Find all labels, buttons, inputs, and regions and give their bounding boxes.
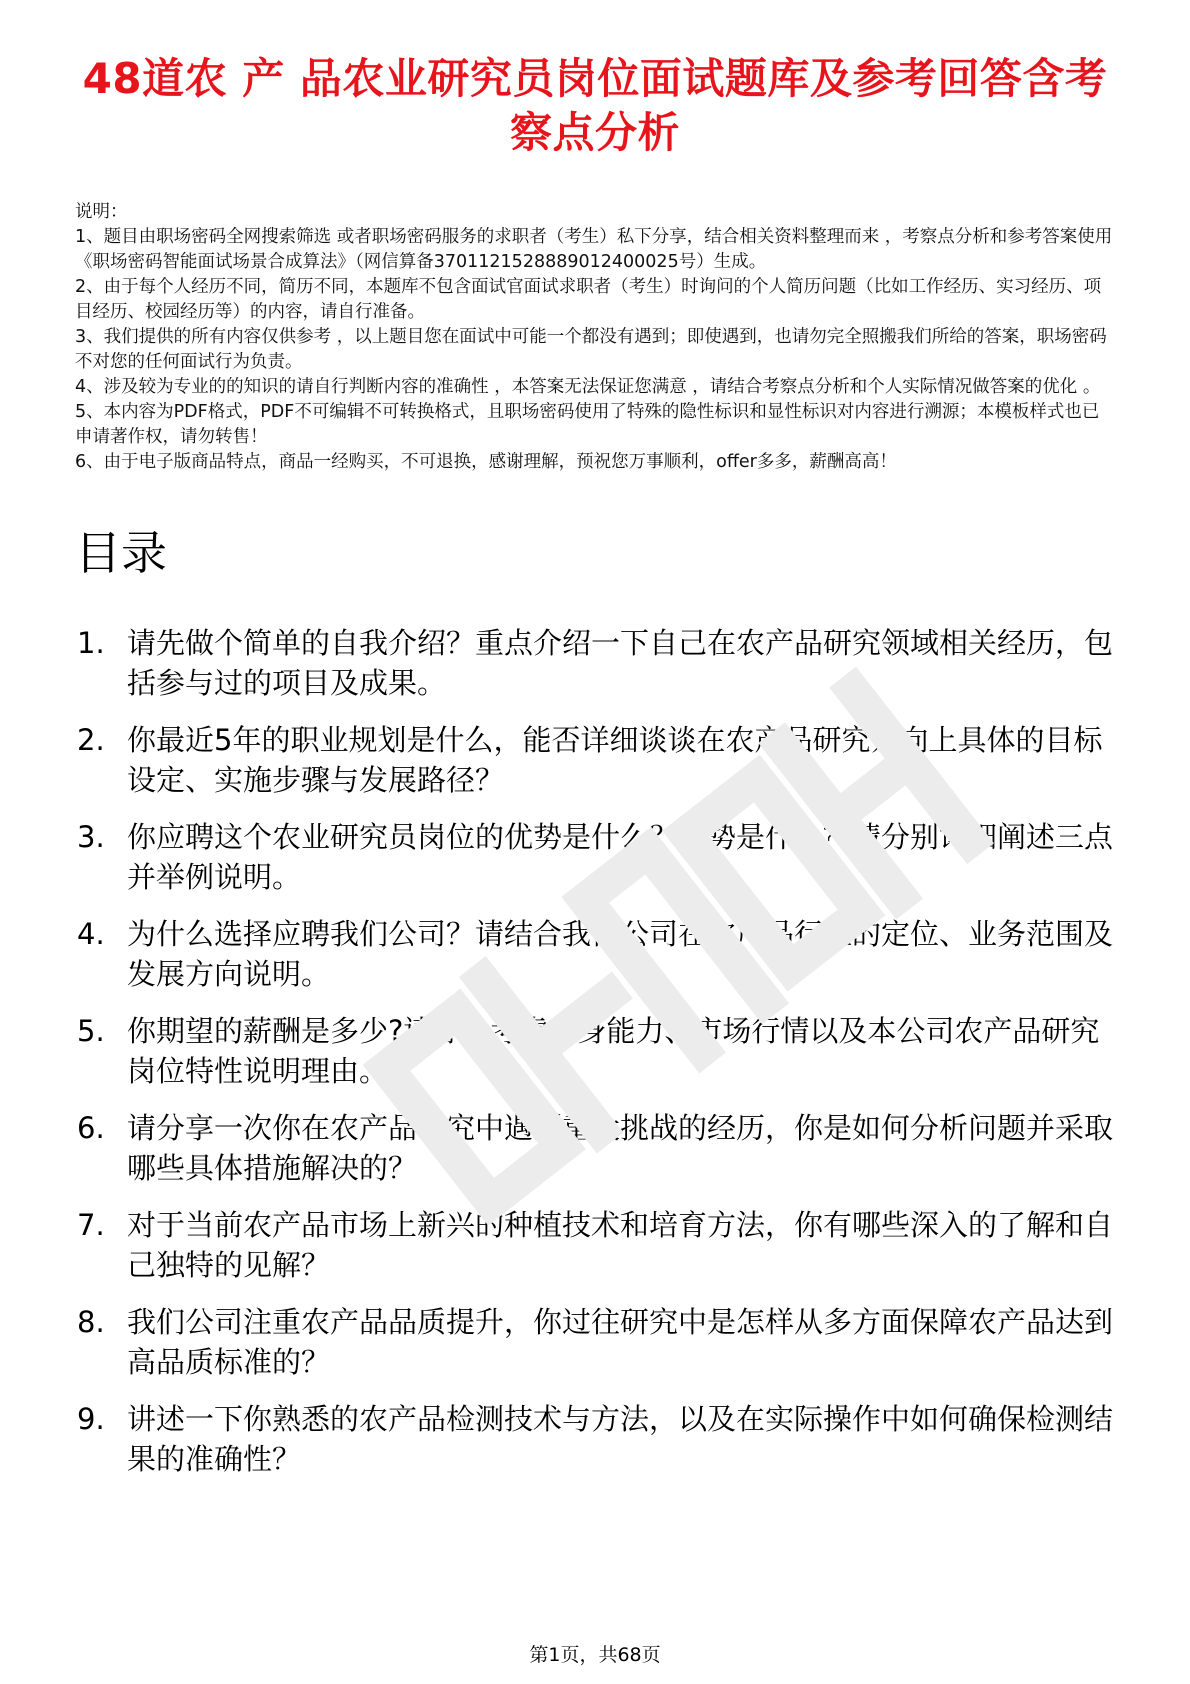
note-item: 2、由于每个人经历不同，简历不同，本题库不包含面试官面试求职者（考生）时询问的个人简历问题（比如工作经历、实习经历、项目经历、校园经历等）的内容，请自行准备。 [75, 277, 1102, 322]
toc-item-number: 7. [77, 1208, 105, 1242]
toc-item-text: 请分享一次你在农产品研究中遇到重大挑战的经历，你是如何分析问题并采取哪些具体措施解决的？ [127, 1111, 1114, 1185]
toc-item[interactable] [75, 1011, 1115, 1091]
toc-item[interactable] [75, 914, 1115, 994]
toc-item-number: 8. [77, 1305, 105, 1339]
toc-item-text: 为什么选择应聘我们公司？请结合我们公司在农产品行业的定位、业务范围及发展方向说明。 [127, 917, 1114, 991]
toc-item[interactable] [75, 1205, 1115, 1285]
page-footer [0, 1643, 1190, 1667]
toc-item-number: 4. [77, 917, 105, 951]
note-item: 4、涉及较为专业的的知识的请自行判断内容的准确性 ，本答案无法保证您满意 ，请结合考察点分析和个人实际情况做答案的优化 。 [75, 377, 1101, 397]
toc-item[interactable] [75, 623, 1115, 703]
note-item: 6、由于电子版商品特点，商品一经购买，不可退换，感谢理解，预祝您万事顺利，offer多多，薪酬高高！ [75, 452, 897, 472]
notes-label: 说明： [75, 202, 128, 222]
toc-list [75, 623, 1115, 1479]
toc-item[interactable] [75, 1399, 1115, 1479]
note-item: 5、本内容为PDF格式，PDF不可编辑不可转换格式，且职场密码使用了特殊的隐性标识和显性标识对内容进行溯源；本模板样式也已申请著作权，请勿转售！ [75, 402, 1100, 447]
page-title: 48道农 产 品农业研究员岗位面试题库及参考回答含考察点分析 [82, 54, 1108, 157]
toc-item[interactable] [75, 817, 1115, 897]
toc-item-text: 请先做个简单的自我介绍？重点介绍一下自己在农产品研究领域相关经历，包括参与过的项目及成果。 [127, 626, 1114, 700]
toc-item-number: 3. [77, 820, 105, 854]
note-item: 3、我们提供的所有内容仅供参考 ，以上题目您在面试中可能一个都没有遇到；即使遇到，也请勿完全照搬我们所给的答案，职场密码不对您的任何面试行为负责。 [75, 327, 1107, 372]
toc-item-text: 讲述一下你熟悉的农产品检测技术与方法，以及在实际操作中如何确保检测结果的准确性？ [127, 1402, 1114, 1476]
toc-heading: 目录 [75, 526, 167, 580]
toc-item-text: 你最近5年的职业规划是什么，能否详细谈谈在农产品研究方向上具体的目标设定、实施步骤与发展路径？ [127, 723, 1103, 797]
toc-item-text: 对于当前农产品市场上新兴的种植技术和培育方法，你有哪些深入的了解和自己独特的见解？ [127, 1208, 1114, 1282]
toc-item-number: 5. [77, 1014, 105, 1048]
toc-item-text: 你应聘这个农业研究员岗位的优势是什么？劣势是什么？请分别详细阐述三点并举例说明。 [127, 820, 1114, 894]
notes-section [75, 200, 1115, 475]
toc-item[interactable] [75, 1302, 1115, 1382]
toc-item-number: 9. [77, 1402, 105, 1436]
toc-item[interactable] [75, 1108, 1115, 1188]
toc-item-number: 1. [77, 626, 105, 660]
toc-item-text: 你期望的薪酬是多少?请综合考虑自身能力、市场行情以及本公司农产品研究岗位特性说明理由。 [127, 1014, 1100, 1088]
page-number: 第1页，共68页 [529, 1644, 661, 1666]
toc-item-text: 我们公司注重农产品品质提升，你过往研究中是怎样从多方面保障农产品达到高品质标准的？ [127, 1305, 1114, 1379]
toc-item[interactable] [75, 720, 1115, 800]
toc-item-number: 2. [77, 723, 105, 757]
note-item: 1、题目由职场密码全网搜索筛选 或者职场密码服务的求职者（考生）私下分享，结合相关资料整理而来 ，考察点分析和参考答案使用《职场密码智能面试场景合成算法》（网信算备3701121528889012400025号）生成。 [75, 227, 1113, 272]
toc-item-number: 6. [77, 1111, 105, 1145]
